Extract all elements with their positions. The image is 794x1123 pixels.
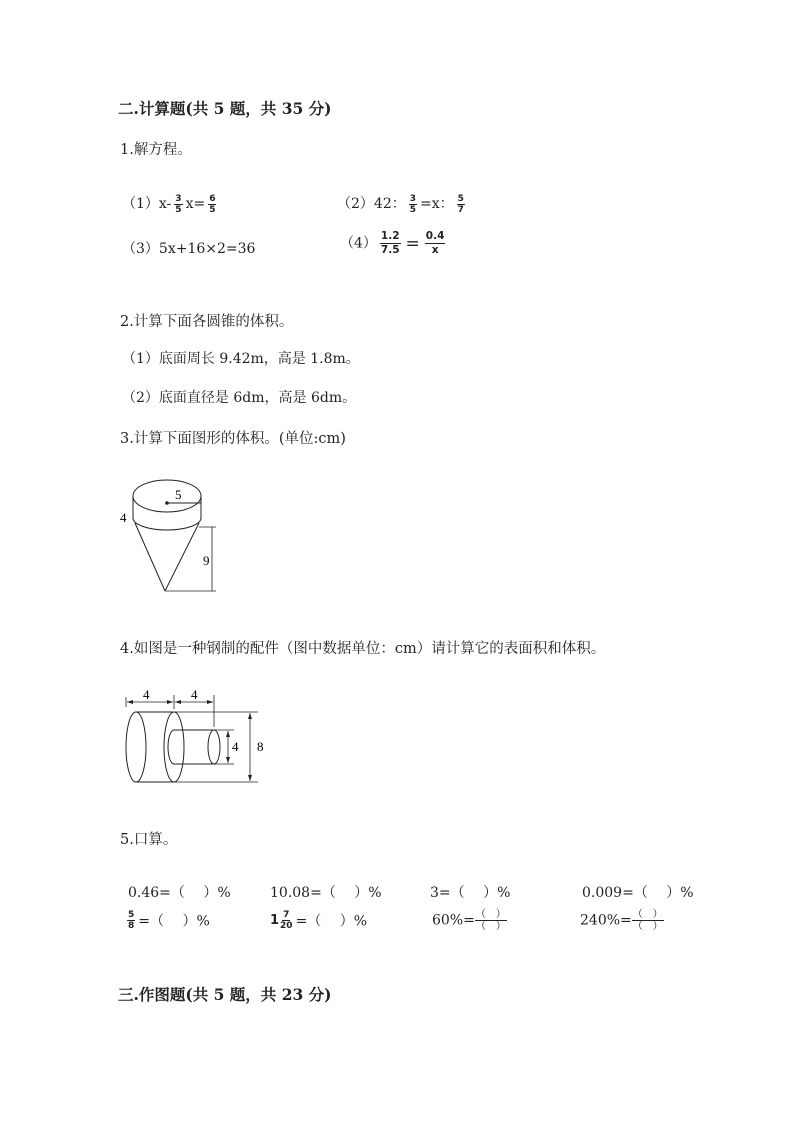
- denominator: x: [431, 244, 439, 256]
- section-2-heading: 二.计算题(共 5 题，共 35 分): [118, 99, 332, 118]
- q1-part2: [337, 193, 468, 215]
- equals-sign: =: [405, 233, 420, 254]
- mixed-whole: 1: [270, 913, 280, 928]
- outer-diameter-label: 8: [257, 739, 264, 754]
- cylinder-cone-figure: [112, 470, 232, 600]
- numerator: 5: [457, 193, 464, 204]
- oral-calc-tail: =（ ）%: [295, 913, 368, 930]
- q4-title: 4.如图是一种钢制的配件（图中数据单位：cm）请计算它的表面积和体积。: [120, 641, 606, 657]
- denominator: （ ）: [632, 921, 663, 932]
- numerator: 7: [283, 910, 290, 920]
- q2-part2: （2）底面直径是 6dm，高是 6dm。: [122, 390, 357, 406]
- inner-diameter-label: 4: [232, 739, 239, 754]
- fraction: [127, 910, 135, 931]
- q5-title: 5.口算。: [120, 832, 178, 848]
- fraction: [280, 910, 293, 931]
- q1-p2-lead: （2）42：: [337, 196, 406, 212]
- radius-label: 5: [175, 487, 182, 502]
- q1-title: 1.解方程。: [120, 142, 192, 158]
- denominator: 7.5: [380, 244, 400, 256]
- inner-cylinder-face: [208, 730, 220, 764]
- section-3-heading: 三.作图题(共 5 题，共 23 分): [118, 985, 332, 1004]
- denominator: 5: [409, 204, 416, 215]
- numerator: （ ）: [632, 909, 663, 920]
- q1-part3: （3）5x+16×2=36: [122, 241, 256, 257]
- q1-p1-lead: （1）x-: [122, 196, 172, 212]
- denominator: 7: [457, 204, 464, 215]
- oral-calc-r2c2: [270, 910, 367, 931]
- fraction: [475, 909, 507, 932]
- fraction: [425, 230, 446, 257]
- oral-calc-lead: 60%=: [432, 912, 475, 929]
- cone-right-edge: [165, 523, 199, 591]
- q1-p2-mid: =x：: [420, 196, 454, 212]
- top-left-length-label: 4: [143, 687, 150, 702]
- oral-calc-r2c4: [580, 909, 667, 932]
- numerator: 1.2: [380, 230, 400, 242]
- numerator: 3: [175, 193, 182, 204]
- cone-height-label: 9: [203, 553, 210, 568]
- fraction: [174, 194, 182, 215]
- q1-p1-mid: x=: [185, 196, 206, 212]
- oral-calc-r1c4: 0.009=（ ）%: [582, 885, 694, 901]
- denominator: 20: [280, 921, 293, 931]
- q1-part1: [122, 193, 219, 215]
- cone-left-edge: [135, 523, 165, 591]
- oral-calc-tail: =（ ）%: [138, 913, 210, 930]
- q2-title: 2.计算下面各圆锥的体积。: [120, 314, 294, 330]
- q1-part4: [340, 230, 448, 257]
- oral-calc-r1c1: 0.46=（ ）%: [128, 885, 231, 901]
- oral-calc-r1c2: 10.08=（ ）%: [270, 885, 382, 901]
- q3-title: 3.计算下面图形的体积。(单位:cm): [120, 431, 346, 447]
- fraction: [457, 194, 465, 215]
- numerator: 3: [409, 193, 416, 204]
- outer-cylinder-back: [126, 712, 146, 782]
- numerator: 0.4: [425, 230, 445, 242]
- numerator: （ ）: [475, 909, 506, 920]
- cylinder-bottom-arc: [133, 518, 201, 530]
- top-right-length-label: 4: [191, 687, 198, 702]
- q2-part1: （1）底面周长 9.42m，高是 1.8m。: [122, 351, 360, 367]
- oral-calc-r1c3: 3=（ ）%: [430, 885, 511, 901]
- outer-cylinder-face: [164, 712, 184, 782]
- oral-calc-r2c3: [432, 909, 510, 932]
- fraction: [208, 194, 216, 215]
- steel-part-figure: [118, 685, 278, 790]
- numerator: 5: [128, 910, 135, 920]
- denominator: 8: [128, 921, 135, 931]
- oral-calc-lead: 240%=: [580, 912, 632, 929]
- fraction: [409, 194, 417, 215]
- cylinder-top-ellipse: [133, 480, 201, 512]
- numerator: 6: [209, 193, 216, 204]
- cylinder-height-label: 4: [120, 510, 127, 525]
- q1-p4-lead: （4）: [340, 235, 377, 252]
- oral-calc-r2c1: [124, 910, 210, 931]
- denominator: （ ）: [475, 921, 506, 932]
- fraction: [632, 909, 664, 932]
- denominator: 5: [175, 204, 182, 215]
- denominator: 5: [209, 204, 216, 215]
- fraction: [380, 230, 401, 257]
